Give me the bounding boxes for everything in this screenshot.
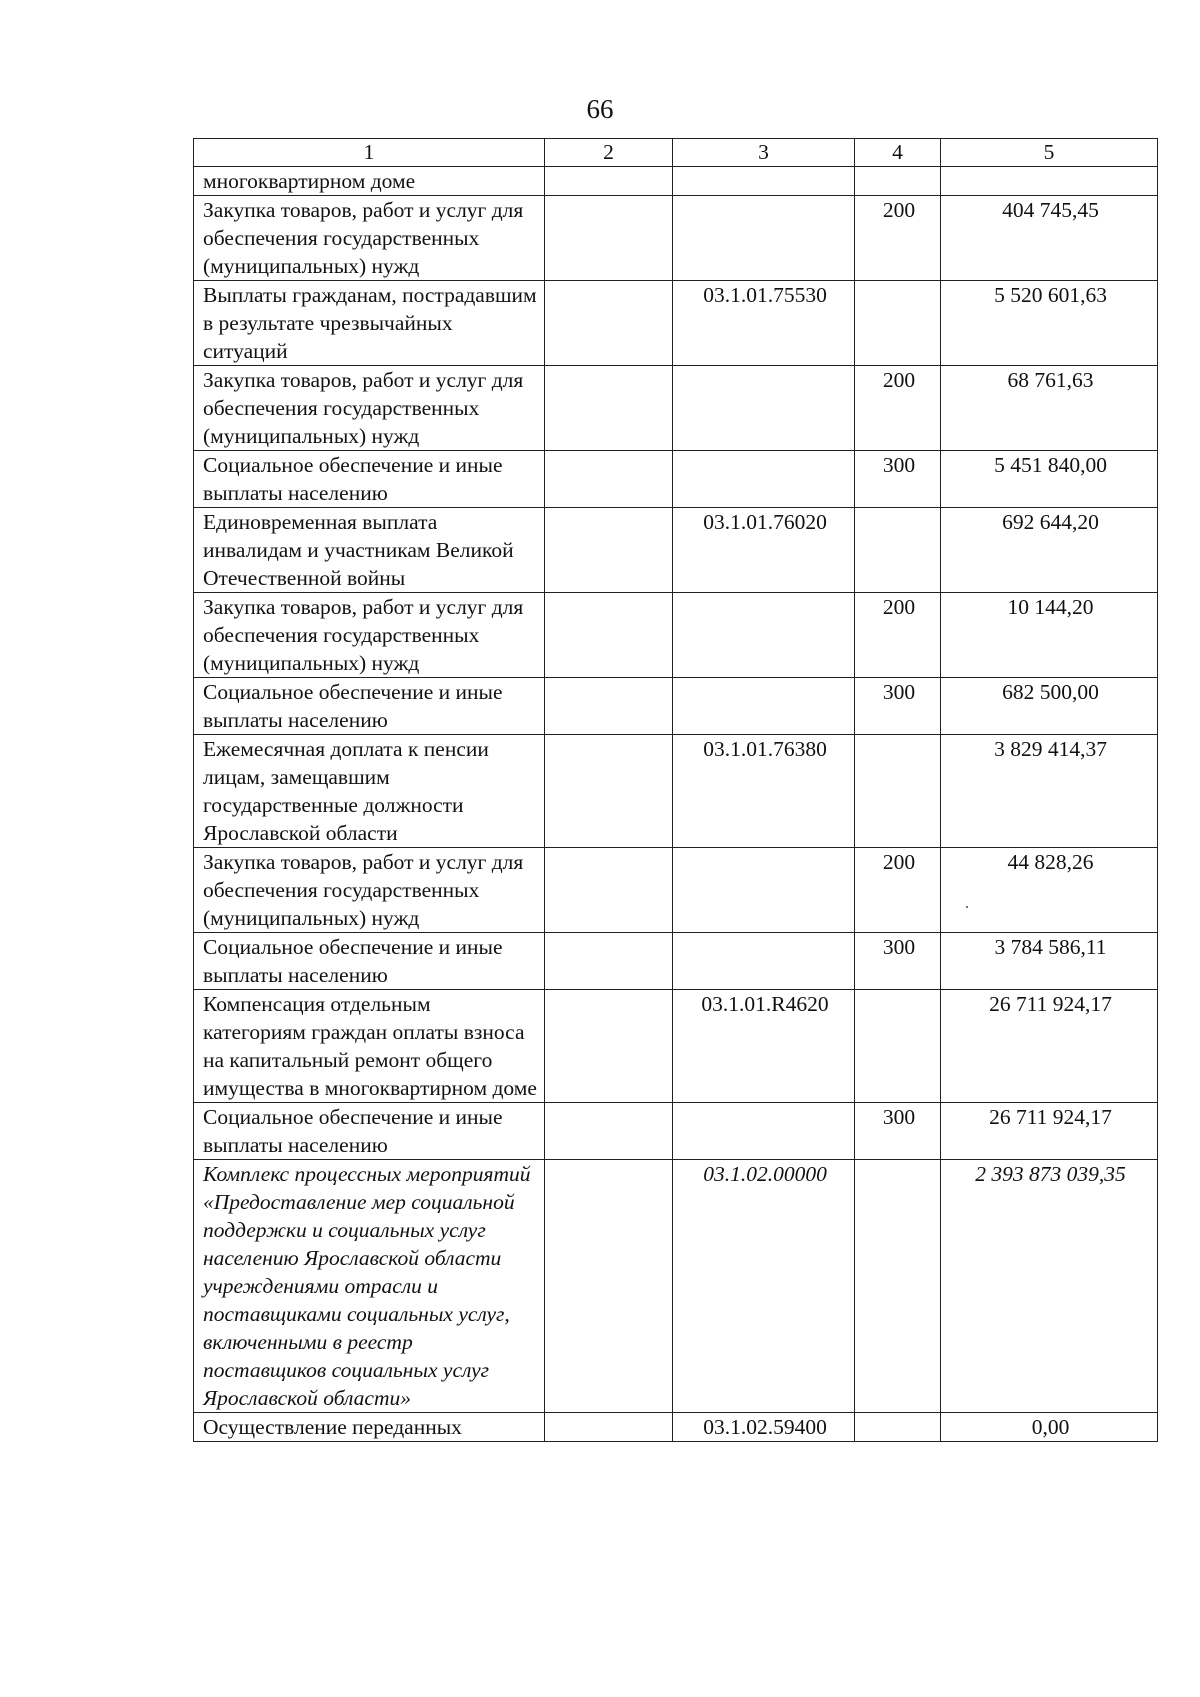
row-name-cell: Осуществление переданных (194, 1413, 545, 1442)
row-amount-cell: 2 393 873 039,35 (941, 1160, 1158, 1413)
row-amount-cell: 10 144,20 (941, 593, 1158, 678)
row-col2-cell (545, 1413, 673, 1442)
row-amount-cell: 5 451 840,00 (941, 451, 1158, 508)
page-number: 66 (586, 94, 614, 124)
budget-table-body (194, 139, 1158, 1442)
budget-table (193, 138, 1158, 1442)
row-kind-cell (855, 281, 941, 366)
row-col2-cell (545, 848, 673, 933)
row-amount-cell: 682 500,00 (941, 678, 1158, 735)
row-code-cell: 03.1.01.76380 (673, 735, 855, 848)
row-name-cell: Социальное обеспечение и иные выплаты населению (194, 933, 545, 990)
row-col2-cell (545, 366, 673, 451)
table-row (194, 196, 1158, 281)
table-row (194, 508, 1158, 593)
table-row (194, 1413, 1158, 1442)
row-code-cell (673, 196, 855, 281)
row-col2-cell (545, 933, 673, 990)
table-row (194, 735, 1158, 848)
row-amount-cell: 3 829 414,37 (941, 735, 1158, 848)
row-code-cell (673, 678, 855, 735)
row-kind-cell: 300 (855, 1103, 941, 1160)
row-kind-cell: 200 (855, 848, 941, 933)
table-row (194, 366, 1158, 451)
row-kind-cell (855, 735, 941, 848)
row-col2-cell (545, 990, 673, 1103)
row-col2-cell (545, 451, 673, 508)
row-code-cell (673, 593, 855, 678)
row-amount-cell: 26 711 924,17 (941, 1103, 1158, 1160)
table-row (194, 990, 1158, 1103)
row-amount-cell: 5 520 601,63 (941, 281, 1158, 366)
row-kind-cell (855, 167, 941, 196)
table-header-row (194, 139, 1158, 167)
table-row (194, 593, 1158, 678)
row-col2-cell (545, 1103, 673, 1160)
table-row (194, 1160, 1158, 1413)
row-amount-cell: 68 761,63 (941, 366, 1158, 451)
table-row (194, 933, 1158, 990)
row-col2-cell (545, 196, 673, 281)
row-amount-cell: 692 644,20 (941, 508, 1158, 593)
table-row (194, 848, 1158, 933)
row-code-cell: 03.1.02.00000 (673, 1160, 855, 1413)
table-row (194, 1103, 1158, 1160)
row-code-cell: 03.1.01.75530 (673, 281, 855, 366)
row-amount-cell: 0,00 (941, 1413, 1158, 1442)
row-col2-cell (545, 281, 673, 366)
row-col2-cell (545, 678, 673, 735)
row-name-cell: Единовременная выплата инвалидам и участникам Великой Отечественной войны (194, 508, 545, 593)
row-code-cell (673, 366, 855, 451)
row-name-cell: Закупка товаров, работ и услуг для обеспечения государственных (муниципальных) нужд (194, 366, 545, 451)
row-kind-cell: 200 (855, 196, 941, 281)
row-amount-cell (941, 167, 1158, 196)
row-code-cell (673, 451, 855, 508)
table-row (194, 167, 1158, 196)
row-name-cell: Выплаты гражданам, пострадавшим в результате чрезвычайных ситуаций (194, 281, 545, 366)
row-code-cell (673, 1103, 855, 1160)
table-row (194, 678, 1158, 735)
row-kind-cell: 200 (855, 593, 941, 678)
row-name-cell: Закупка товаров, работ и услуг для обеспечения государственных (муниципальных) нужд (194, 196, 545, 281)
row-code-cell: 03.1.01.76020 (673, 508, 855, 593)
header-cell-3: 3 (673, 139, 855, 167)
row-kind-cell: 300 (855, 933, 941, 990)
row-kind-cell (855, 508, 941, 593)
row-amount-cell: 26 711 924,17 (941, 990, 1158, 1103)
row-name-cell: многоквартирном доме (194, 167, 545, 196)
row-kind-cell (855, 990, 941, 1103)
table-row (194, 451, 1158, 508)
row-col2-cell (545, 508, 673, 593)
row-name-cell: Закупка товаров, работ и услуг для обеспечения государственных (муниципальных) нужд (194, 848, 545, 933)
row-code-cell (673, 167, 855, 196)
header-cell-1: 1 (194, 139, 545, 167)
row-col2-cell (545, 167, 673, 196)
row-col2-cell (545, 735, 673, 848)
row-name-cell: Социальное обеспечение и иные выплаты населению (194, 451, 545, 508)
row-amount-cell: 3 784 586,11 (941, 933, 1158, 990)
scan-speck (966, 906, 968, 908)
row-kind-cell: 200 (855, 366, 941, 451)
row-code-cell: 03.1.02.59400 (673, 1413, 855, 1442)
header-cell-2: 2 (545, 139, 673, 167)
row-code-cell (673, 933, 855, 990)
row-name-cell: Компенсация отдельным категориям граждан оплаты взноса на капитальный ремонт общего имущества в многоквартирном доме (194, 990, 545, 1103)
row-kind-cell (855, 1413, 941, 1442)
table-row (194, 281, 1158, 366)
header-cell-5: 5 (941, 139, 1158, 167)
row-kind-cell: 300 (855, 451, 941, 508)
row-name-cell: Ежемесячная доплата к пенсии лицам, замещавшим государственные должности Ярославской области (194, 735, 545, 848)
row-name-cell: Закупка товаров, работ и услуг для обеспечения государственных (муниципальных) нужд (194, 593, 545, 678)
row-col2-cell (545, 593, 673, 678)
row-name-cell: Социальное обеспечение и иные выплаты населению (194, 678, 545, 735)
row-kind-cell (855, 1160, 941, 1413)
row-col2-cell (545, 1160, 673, 1413)
row-name-cell: Комплекс процессных мероприятий «Предоставление мер социальной поддержки и социальных услуг населению Ярославской области учреждениями отрасли и поставщиками социальных услуг, включенными в реестр поставщиков социальных услуг Ярославской области» (194, 1160, 545, 1413)
row-amount-cell: 404 745,45 (941, 196, 1158, 281)
row-code-cell (673, 848, 855, 933)
row-kind-cell: 300 (855, 678, 941, 735)
row-amount-cell: 44 828,26 (941, 848, 1158, 933)
header-cell-4: 4 (855, 139, 941, 167)
row-code-cell: 03.1.01.R4620 (673, 990, 855, 1103)
row-name-cell: Социальное обеспечение и иные выплаты населению (194, 1103, 545, 1160)
